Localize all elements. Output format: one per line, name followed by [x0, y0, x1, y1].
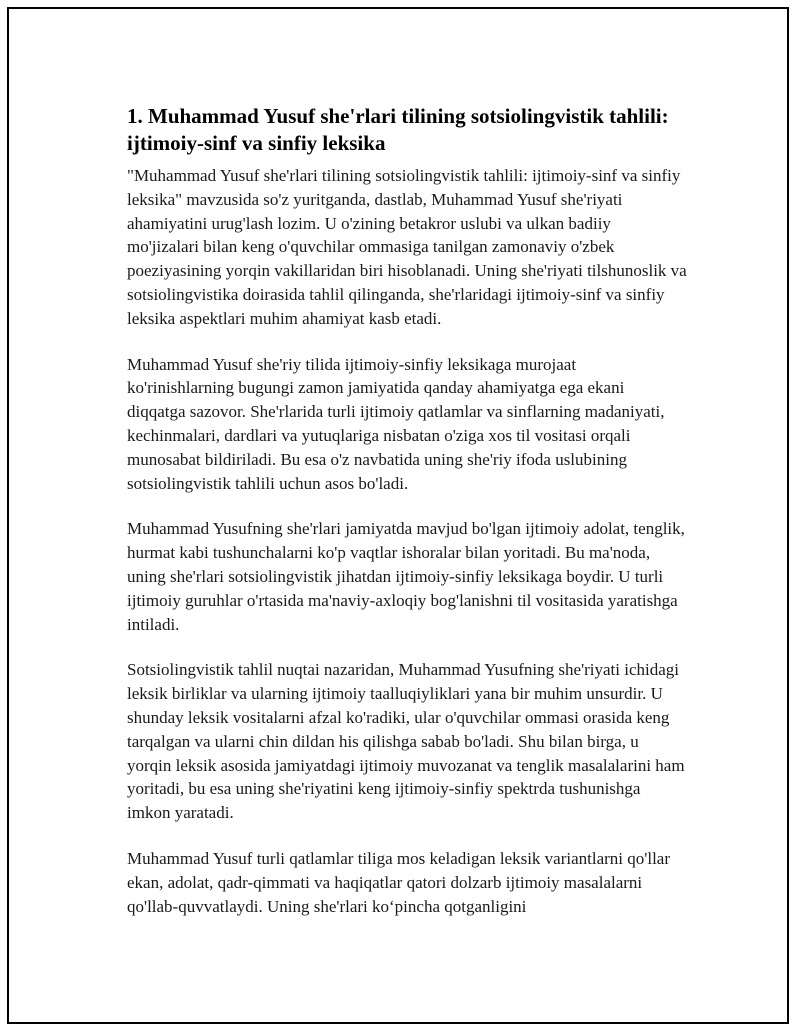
paragraph-3: Muhammad Yusufning she'rlari jamiyatda mavjud bo'lgan ijtimoiy adolat, tenglik, hurmat kabi tushunchalarni ko'p vaqtlar ishoralar bilan yoritadi. Bu ma'noda, uning she'rlari sotsiolingvistik jihatdan ijtimoiy-sinfiy leksikaga boydir. U turli ijtimoiy guruhlar o'rtasida ma'naviy-axloqiy bog'lanishni til vositasida yaratishga intiladi. — [127, 519, 685, 634]
paragraph-4: Sotsiolingvistik tahlil nuqtai nazaridan, Muhammad Yusufning she'riyati ichidagi leksik birliklar va ularning ijtimoiy taalluqiyliklari yana bir muhim unsurdir. U shunday leksik vositalarni afzal ko'radiki, ular o'quvchilar ommasi orasida keng tarqalgan va ularni chin dildan his qilishga sabab bo'ladi. Shu bilan birga, u yorqin leksik asosida jamiyatdagi ijtimoiy muvozanat va tenglik masalalarini ham yoritadi, bu esa uning she'riyatini keng ijtimoiy-sinfiy spektrda tushunishga imkon yaratadi. — [127, 660, 685, 823]
paragraph-2: Muhammad Yusuf she'riy tilida ijtimoiy-sinfiy leksikaga murojaat ko'rinishlarning bugungi zamon jamiyatida qanday ahamiyatga ega ekani diqqatga sazovor. She'rlarida turli ijtimoiy qatlamlar va sinflarning madaniyati, kechinmalari, dardlari va yutuqlariga nisbatan o'ziga xos til vositasi orqali munosabat bildiriladi. Bu esa o'z navbatida uning she'riy ifoda uslubining sotsiolingvistik tahlili uchun asos bo'ladi. — [127, 354, 665, 493]
section-heading: 1. Muhammad Yusuf she'rlari tilining sotsiolingvistik tahlili: ijtimoiy-sinf va sinfiy leksika — [127, 104, 669, 155]
document-body — [127, 103, 687, 940]
page-frame — [7, 7, 789, 1024]
paragraph-5: Muhammad Yusuf turli qatlamlar tiliga mos keladigan leksik variantlarni qo'llar ekan, adolat, qadr-qimmati va haqiqatlar qatori dolzarb ijtimoiy masalalarni qo'llab-quvvatlaydi. Uning she'rlari ko‘pincha qotganligini — [127, 848, 670, 916]
paragraph-1: "Muhammad Yusuf she'rlari tilining sotsiolingvistik tahlili: ijtimoiy-sinf va sinfiy leksika" mavzusida so'z yuritganda, dastlab, Muhammad Yusuf she'riyati ahamiyatini urug'lash lozim. U o'zining betakror uslubi va ulkan badiiy mo'jizalari bilan keng o'quvchilar ommasiga tanilgan zamonaviy o'zbek poeziyasining yorqin vakillaridan biri hisoblanadi. Uning she'riyati tilshunoslik va sotsiolingvistika doirasida tahlil qilinganda, she'rlaridagi ijtimoiy-sinf va sinfiy leksika aspektlari muhim ahamiyat kasb etadi. — [127, 166, 687, 328]
